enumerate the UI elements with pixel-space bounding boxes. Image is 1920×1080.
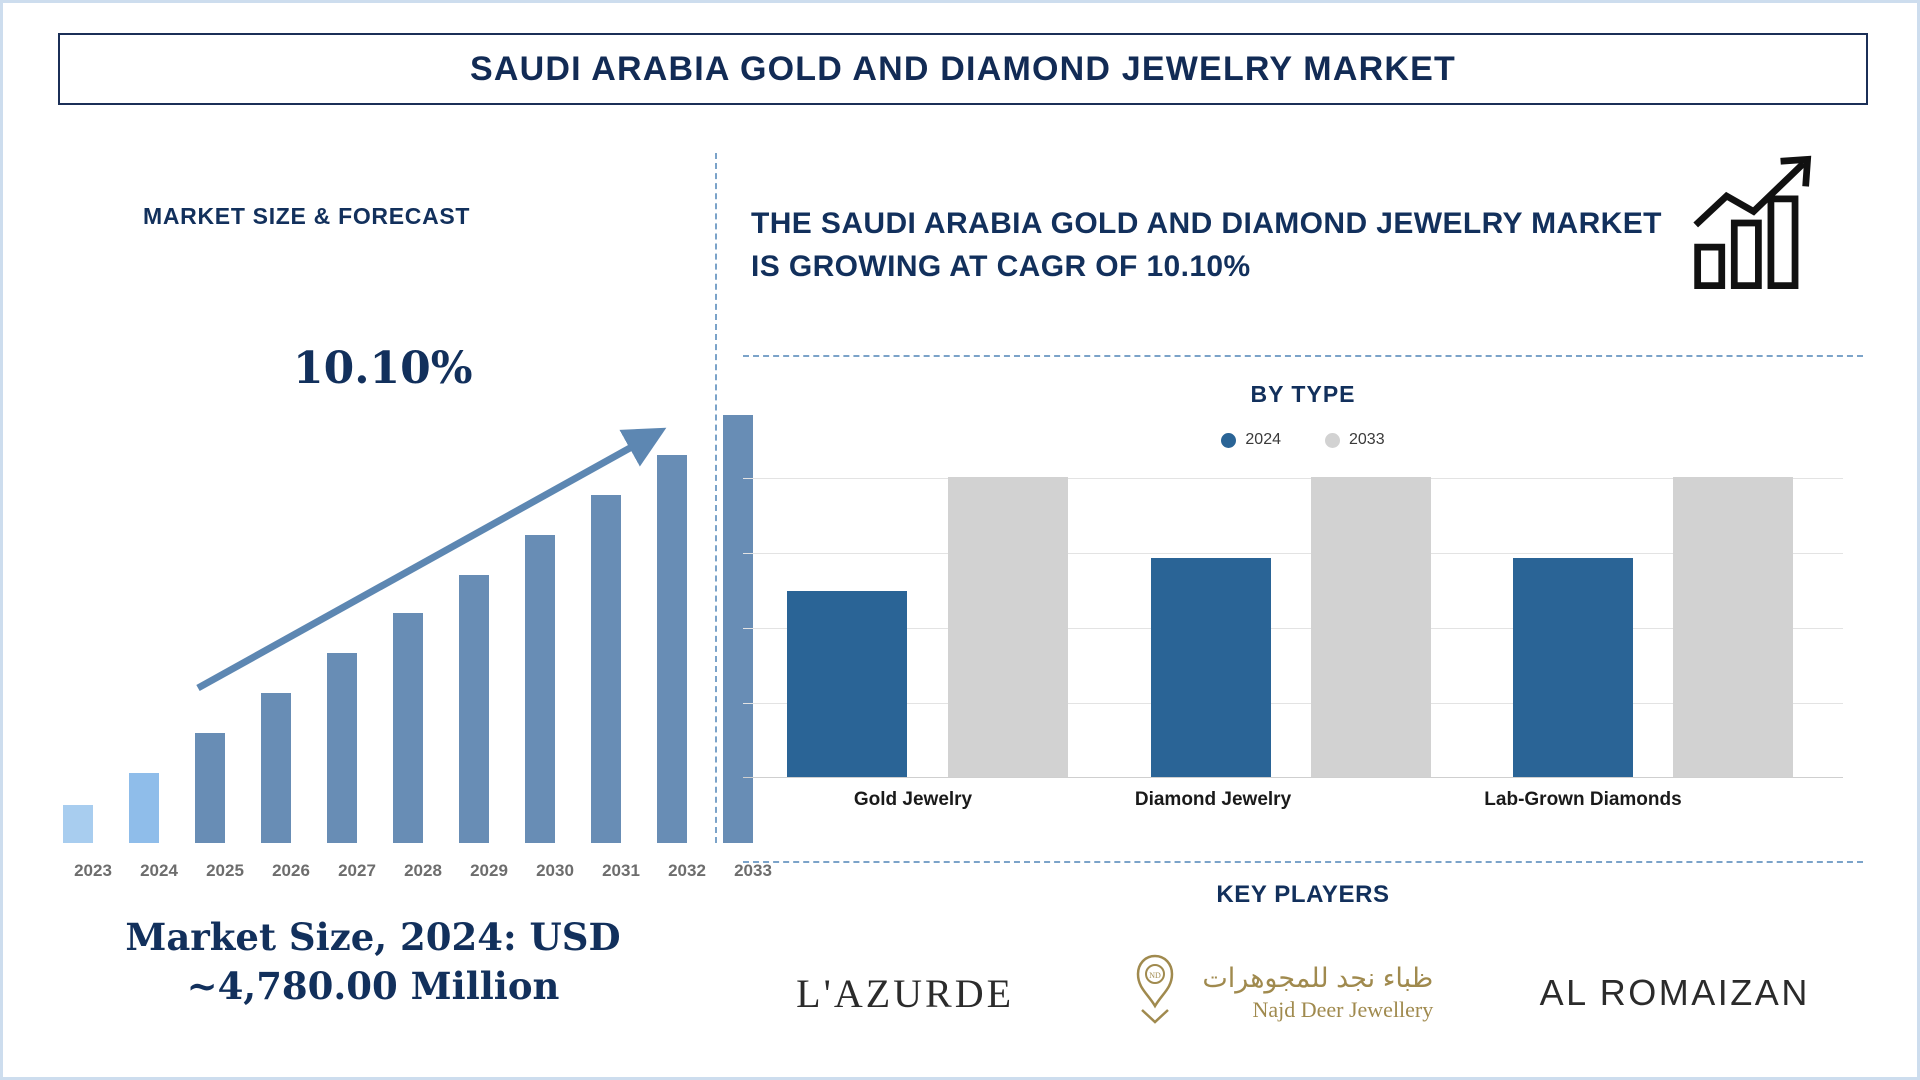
player-najd-deer-jewellery	[1120, 938, 1433, 1048]
market-size-heading: MARKET SIZE & FORECAST	[143, 203, 471, 229]
forecast-year-label: 2029	[470, 861, 508, 880]
category-label-gold-jewelry: Gold Jewelry	[853, 789, 973, 810]
forecast-year-label: 2030	[536, 861, 574, 880]
forecast-bar-2032	[657, 455, 687, 843]
najd-logo-english: Najd Deer Jewellery	[1252, 997, 1434, 1023]
player-al-romaizan	[1540, 938, 1810, 1048]
forecast-bar-2024	[129, 773, 159, 843]
key-players-list	[743, 933, 1863, 1053]
forecast-bar-2026	[261, 693, 291, 843]
bar-lab-grown-diamonds-2033	[1673, 477, 1793, 777]
forecast-bar-2030	[525, 535, 555, 843]
forecast-bar-2031	[591, 495, 621, 843]
forecast-year-label: 2027	[338, 861, 376, 880]
market-size-value: Market Size, 2024: USD ~4,780.00 Million	[125, 915, 621, 1008]
vertical-divider	[715, 153, 717, 843]
forecast-bar-2025	[195, 733, 225, 843]
forecast-year-label: 2026	[272, 861, 310, 880]
legend-item-2024	[1221, 431, 1281, 449]
bar-diamond-jewelry-2024	[1151, 558, 1271, 777]
page-title-box	[58, 33, 1868, 105]
forecast-year-label: 2028	[404, 861, 442, 880]
forecast-year-label: 2031	[602, 861, 640, 880]
key-players-title: KEY PLAYERS	[1216, 881, 1390, 908]
legend-label: 2024	[1245, 431, 1281, 448]
by-type-category-labels	[743, 788, 1863, 858]
forecast-year-label: 2032	[668, 861, 706, 880]
market-size-panel	[23, 133, 772, 1053]
legend-dot-icon	[1221, 433, 1236, 448]
forecast-bar-2028	[393, 613, 423, 843]
legend-item-2033	[1325, 431, 1385, 449]
najd-logo-arabic: ظباء نجد للمجوهرات	[1202, 963, 1434, 994]
legend-dot-icon	[1325, 433, 1340, 448]
market-forecast-chart	[43, 353, 772, 903]
najd-logo-group	[1120, 948, 1433, 1038]
forecast-bar-2023	[63, 805, 93, 843]
bar-gold-jewelry-2024	[787, 591, 907, 777]
right-panel	[743, 133, 1873, 1063]
al-romaizan-logo: AL ROMAIZAN	[1539, 972, 1810, 1013]
svg-text:ND: ND	[1149, 971, 1162, 980]
najd-text-block	[1202, 962, 1433, 1023]
bar-diamond-jewelry-2033	[1311, 477, 1431, 777]
cagr-statement: THE SAUDI ARABIA GOLD AND DIAMOND JEWELRY MARKET IS GROWING AT CAGR OF 10.10%	[751, 207, 1662, 283]
page-title: SAUDI ARABIA GOLD AND DIAMOND JEWELRY MARKET	[470, 49, 1456, 88]
chart-legend	[743, 431, 1863, 449]
player-lazurde	[796, 938, 1014, 1048]
forecast-year-label: 2033	[734, 861, 772, 880]
growth-chart-icon	[1688, 153, 1823, 293]
bar-gold-jewelry-2033	[948, 477, 1068, 777]
category-label-lab-grown-diamonds: Lab-Grown Diamonds	[1484, 789, 1682, 810]
axis-baseline	[743, 777, 1843, 778]
forecast-year-label: 2024	[140, 861, 178, 880]
bar-lab-grown-diamonds-2024	[1513, 558, 1633, 777]
forecast-bar-2027	[327, 653, 357, 843]
by-type-title: BY TYPE	[1250, 381, 1356, 407]
forecast-bar-2029	[459, 575, 489, 843]
lazurde-logo: L'AZURDE	[796, 970, 1015, 1016]
category-label-diamond-jewelry: Diamond Jewelry	[1134, 789, 1292, 810]
forecast-year-label: 2025	[206, 861, 244, 880]
by-type-chart	[743, 478, 1863, 778]
deer-emblem-icon	[1120, 948, 1190, 1038]
forecast-year-label: 2023	[74, 861, 112, 880]
cagr-annotation: 10.10%	[293, 343, 473, 394]
legend-label: 2033	[1349, 431, 1385, 448]
divider-bottom	[743, 861, 1863, 863]
divider-top	[743, 355, 1863, 357]
